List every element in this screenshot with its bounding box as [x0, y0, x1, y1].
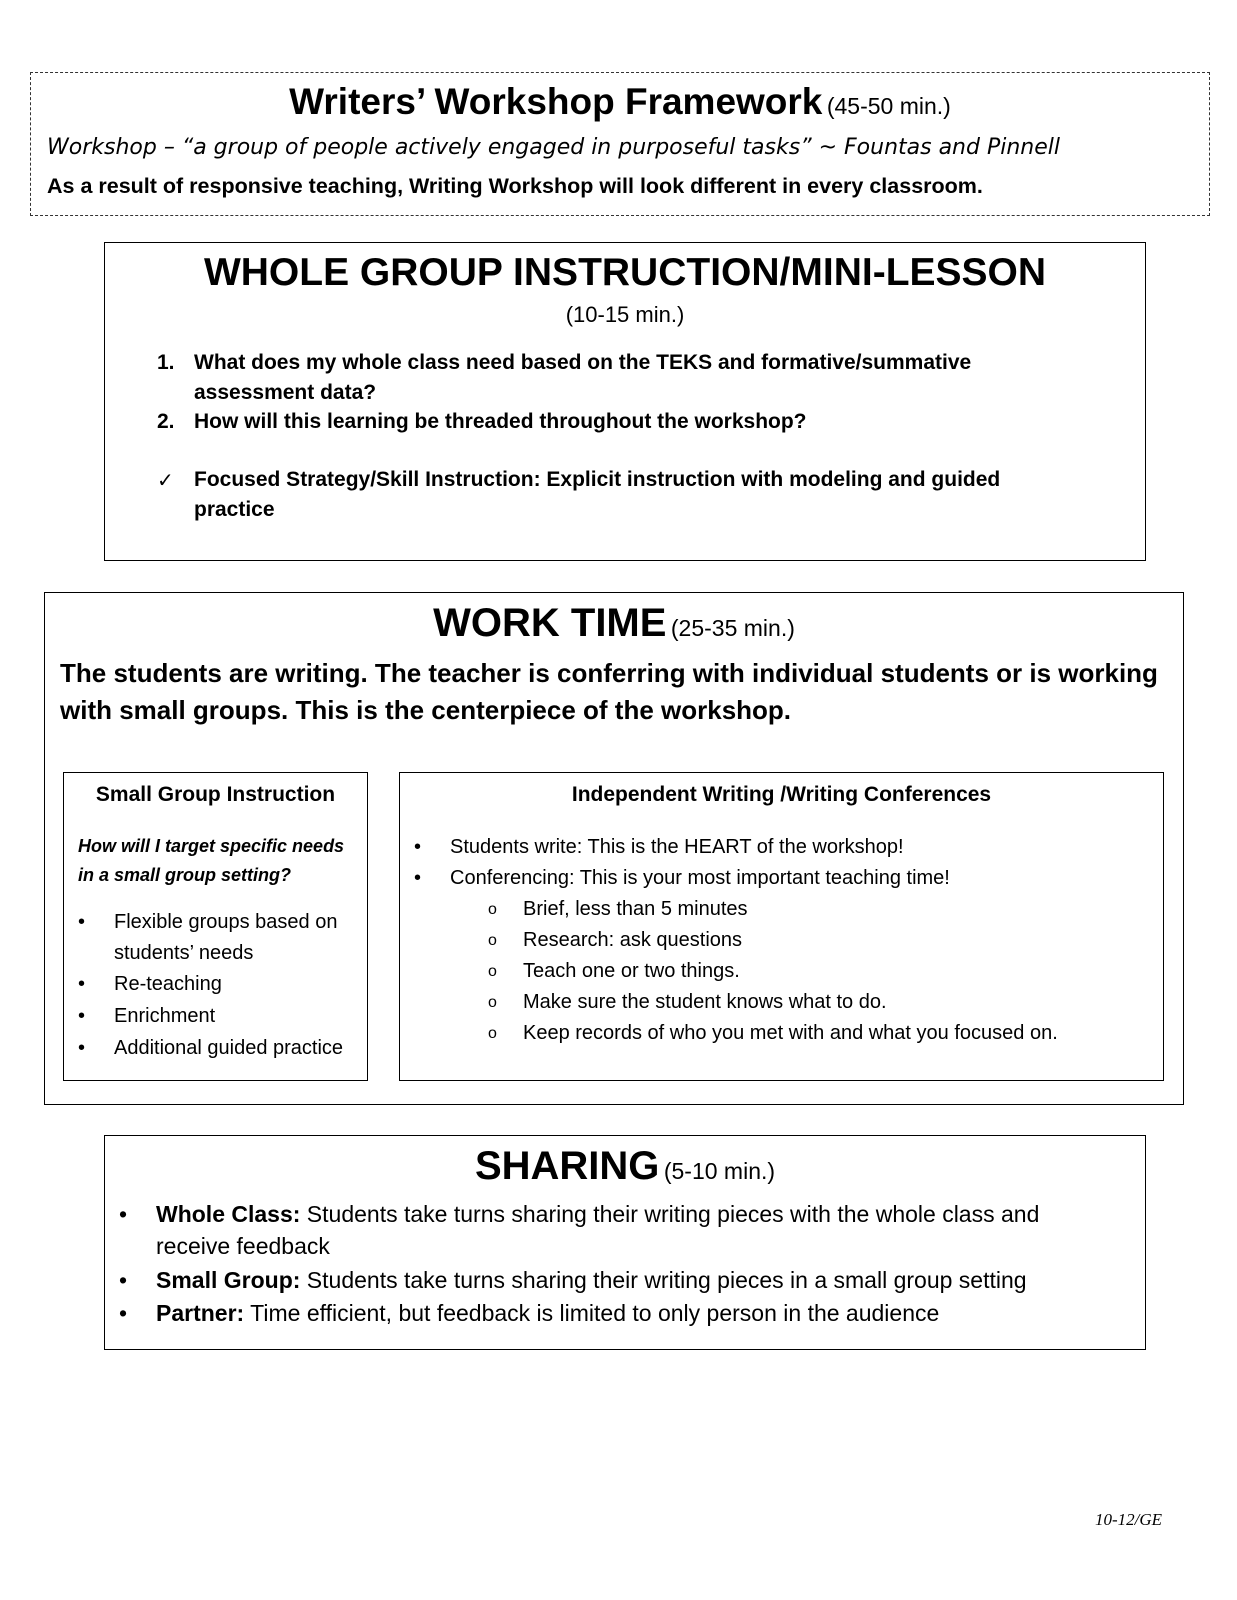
list-item-text: Conferencing: This is your most important teaching time!	[450, 867, 950, 889]
sub-list-item-text: Teach one or two things.	[523, 960, 740, 982]
bullet-icon: •	[119, 1300, 128, 1326]
list-item	[78, 907, 354, 969]
list-item	[78, 1033, 354, 1064]
list-item-text: Flexible groups based on students’ needs	[114, 911, 338, 964]
sharing-text: Time efficient, but feedback is limited to only person in the audience	[244, 1300, 940, 1326]
list-item	[119, 1297, 1116, 1329]
whole-group-section	[104, 242, 1146, 561]
list-item-text: Enrichment	[114, 1005, 216, 1027]
work-time-title: WORK TIME	[433, 601, 667, 645]
list-item	[78, 969, 354, 1000]
independent-writing-title: Independent Writing /Writing Conferences	[571, 783, 992, 806]
whole-group-title: WHOLE GROUP INSTRUCTION/MINI-LESSON	[203, 251, 1047, 294]
sharing-title-line	[105, 1144, 1145, 1189]
bullet-icon: •	[78, 1037, 86, 1059]
footer-code: 10-12/GE	[1095, 1510, 1163, 1529]
question-text: How will this learning be threaded throughout the workshop?	[194, 410, 807, 433]
list-item-text	[156, 1198, 1116, 1262]
question-number: 1.	[157, 351, 175, 374]
question-text: What does my whole class need based on the TEKS and formative/summative assessment data?	[194, 351, 972, 404]
checkmark-icon: ✓	[157, 468, 174, 492]
sharing-label: Whole Class:	[156, 1201, 301, 1227]
work-time-description: The students are writing. The teacher is conferring with individual students or is working with small groups. This is the centerpiece of the workshop.	[60, 658, 1158, 725]
header-duration: (45-50 min.)	[826, 93, 951, 119]
whole-group-question	[157, 407, 1074, 437]
independent-writing-panel	[399, 772, 1164, 1081]
sub-list-item	[488, 1018, 1058, 1049]
sub-list-item	[488, 925, 742, 956]
circle-bullet-icon: o	[488, 994, 497, 1011]
sharing-section	[104, 1135, 1146, 1350]
list-item-text: Re-teaching	[114, 973, 222, 995]
page-title: Writers’ Workshop Framework	[289, 81, 823, 122]
header-quote: Workshop – “a group of people actively engaged in purposeful tasks” ~ Fountas and Pinnell	[47, 135, 1060, 160]
sharing-label: Partner:	[156, 1300, 245, 1326]
sub-list-item	[488, 956, 740, 987]
list-item-text	[156, 1264, 1116, 1296]
sharing-text: Students take turns sharing their writing pieces in a small group setting	[300, 1267, 1027, 1293]
sharing-text: Students take turns sharing their writing pieces with the whole class and receive feedback	[156, 1201, 1040, 1259]
circle-bullet-icon: o	[488, 1025, 497, 1042]
list-item-text: Additional guided practice	[114, 1037, 344, 1059]
sub-list-item-text: Brief, less than 5 minutes	[523, 898, 748, 920]
bullet-icon: •	[119, 1201, 128, 1227]
sub-list-item-text: Keep records of who you met with and what you focused on.	[523, 1022, 1058, 1044]
whole-group-question	[157, 348, 1074, 408]
circle-bullet-icon: o	[488, 901, 497, 918]
list-item	[78, 1001, 354, 1032]
bullet-icon: •	[414, 867, 422, 889]
question-number: 2.	[157, 410, 175, 433]
bullet-icon: •	[119, 1267, 128, 1293]
whole-group-check-item	[157, 465, 1074, 525]
header-note: As a result of responsive teaching, Writing Workshop will look different in every classroom.	[47, 174, 983, 198]
sharing-title: SHARING	[474, 1144, 660, 1188]
list-item-text	[156, 1297, 1116, 1329]
small-group-question: How will I target specific needs in a small group setting?	[78, 836, 345, 885]
work-time-section	[44, 592, 1184, 1105]
sub-list-item-text: Make sure the student knows what to do.	[523, 991, 887, 1013]
sharing-label: Small Group:	[156, 1267, 301, 1293]
bullet-icon: •	[78, 1005, 86, 1027]
list-item	[414, 863, 950, 894]
work-time-title-line	[45, 601, 1183, 646]
small-group-panel	[63, 772, 368, 1081]
list-item	[119, 1264, 1116, 1296]
bullet-icon: •	[78, 911, 86, 933]
sub-list-item	[488, 987, 887, 1018]
check-item-text: Focused Strategy/Skill Instruction: Explicit instruction with modeling and guided practice	[194, 468, 1001, 521]
sharing-duration: (5-10 min.)	[663, 1158, 776, 1184]
bullet-icon: •	[414, 836, 422, 858]
sub-list-item	[488, 894, 748, 925]
bullet-icon: •	[78, 973, 86, 995]
list-item	[119, 1198, 1116, 1262]
list-item-text: Students write: This is the HEART of the workshop!	[450, 836, 904, 858]
header-box	[30, 72, 1210, 216]
list-item	[414, 832, 904, 863]
whole-group-duration: (10-15 min.)	[565, 302, 685, 327]
sub-list-item-text: Research: ask questions	[523, 929, 743, 951]
circle-bullet-icon: o	[488, 932, 497, 949]
header-title-line	[31, 81, 1209, 123]
work-time-duration: (25-35 min.)	[670, 615, 795, 641]
circle-bullet-icon: o	[488, 963, 497, 980]
small-group-title: Small Group Instruction	[95, 783, 336, 806]
